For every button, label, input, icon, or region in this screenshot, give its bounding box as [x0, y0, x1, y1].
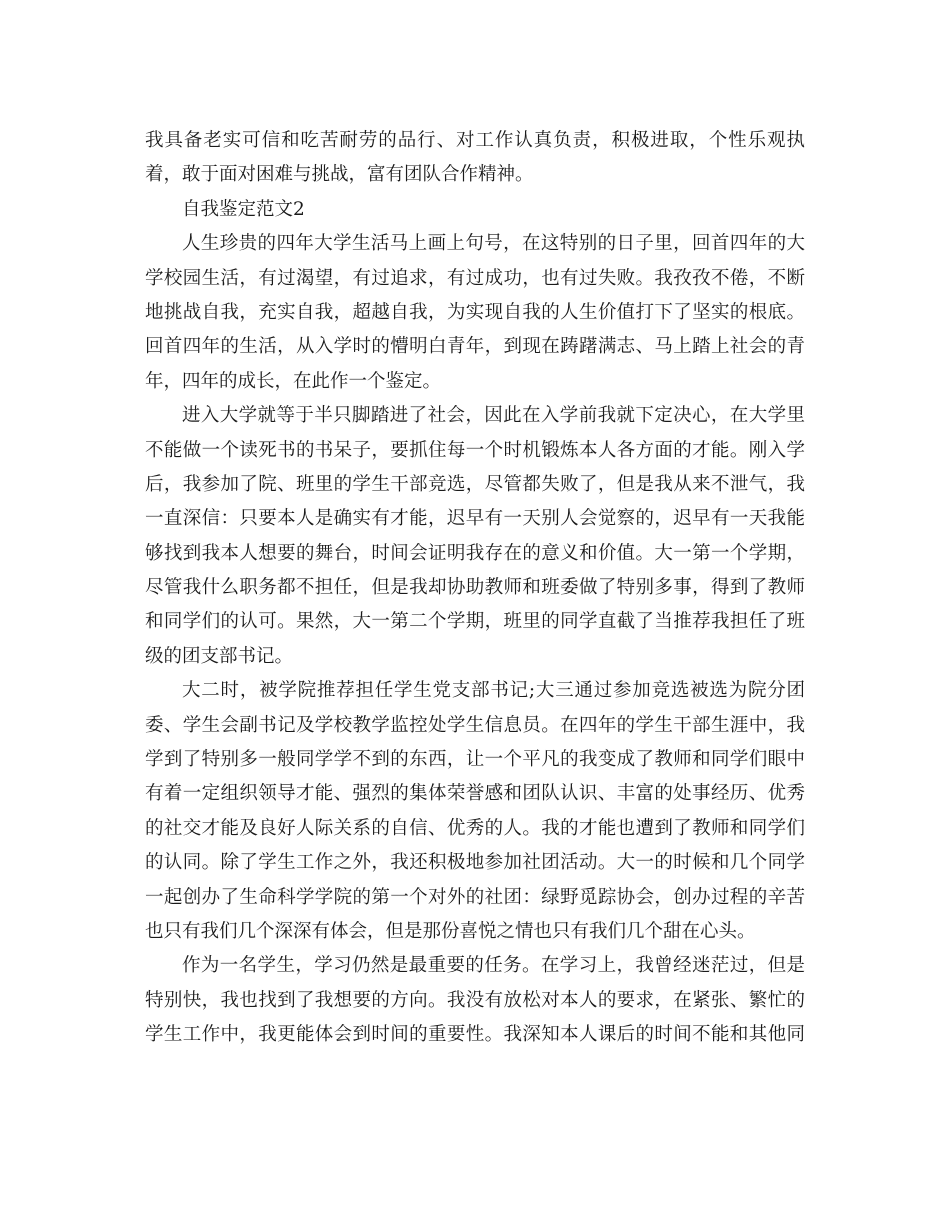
text-line: 作为一名学生，学习仍然是最重要的任务。在学习上，我曾经迷茫过，但是 [182, 955, 805, 977]
text-line: 够找到我本人想要的舞台，时间会证明我存在的意义和价值。大一第一个学期， [145, 542, 805, 564]
text-line: 学校园生活，有过渴望，有过追求，有过成功，也有过失败。我孜孜不倦，不断 [145, 267, 805, 289]
text-line: 后，我参加了院、班里的学生干部竞选，尽管都失败了，但是我从来不泄气，我 [145, 473, 805, 495]
text-line: 学生工作中，我更能体会到时间的重要性。我深知本人课后的时间不能和其他同 [145, 1024, 805, 1046]
text-line: 委、学生会副书记及学校教学监控处学生信息员。在四年的学生干部生涯中，我 [145, 714, 805, 736]
text-line: 不能做一个读死书的书呆子，要抓住每一个时机锻炼本人各方面的才能。刚入学 [145, 439, 805, 461]
text-line: 回首四年的生活，从入学时的懵明白青年，到现在踌躇满志、马上踏上社会的青 [145, 336, 805, 358]
text-line: 也只有我们几个深深有体会，但是那份喜悦之情也只有我们几个甜在心头。 [145, 920, 756, 942]
text-line: 进入大学就等于半只脚踏进了社会，因此在入学前我就下定决心，在大学里 [182, 405, 805, 427]
text-line: 尽管我什么职务都不担任，但是我却协助教师和班委做了特别多事，得到了教师 [145, 577, 805, 599]
text-line: 的社交才能及良好人际关系的自信、优秀的人。我的才能也遭到了教师和同学们 [145, 817, 805, 839]
text-line: 我具备老实可信和吃苦耐劳的品行、对工作认真负责，积极进取，个性乐观执 [145, 130, 805, 151]
text-line: 有着一定组织领导才能、强烈的集体荣誉感和团队认识、丰富的处事经历、优秀 [145, 783, 805, 805]
text-line: 级的团支部书记。 [145, 645, 294, 667]
text-line: 学到了特别多一般同学学不到的东西，让一个平凡的我变成了教师和同学们眼中 [145, 749, 805, 771]
document-body [145, 124, 805, 1053]
text-line: 人生珍贵的四年大学生活马上画上句号，在这特别的日子里，回首四年的大 [182, 233, 805, 255]
text-line: 年，四年的成长，在此作一个鉴定。 [145, 370, 442, 392]
text-line: 和同学们的认可。果然，大一第二个学期，班里的同学直截了当推荐我担任了班 [145, 611, 805, 633]
text-line: 地挑战自我，充实自我，超越自我，为实现自我的人生价值打下了坚实的根底。 [145, 301, 805, 323]
text-line: 一起创办了生命科学学院的第一个对外的社团：绿野觅踪协会，创办过程的辛苦 [145, 886, 805, 908]
text-line: 着，敢于面对困难与挑战，富有团队合作精神。 [145, 164, 534, 186]
text-line: 自我鉴定范文2 [182, 198, 305, 220]
text-line: 的认同。除了学生工作之外，我还积极地参加社团活动。大一的时候和几个同学 [145, 852, 805, 874]
text-line: 大二时，被学院推荐担任学生党支部书记;大三通过参加竞选被选为院分团 [182, 680, 805, 702]
text-line: 一直深信：只要本人是确实有才能，迟早有一天别人会觉察的，迟早有一天我能 [145, 508, 805, 530]
text-line: 特别快，我也找到了我想要的方向。我没有放松对本人的要求，在紧张、繁忙的 [145, 989, 805, 1011]
